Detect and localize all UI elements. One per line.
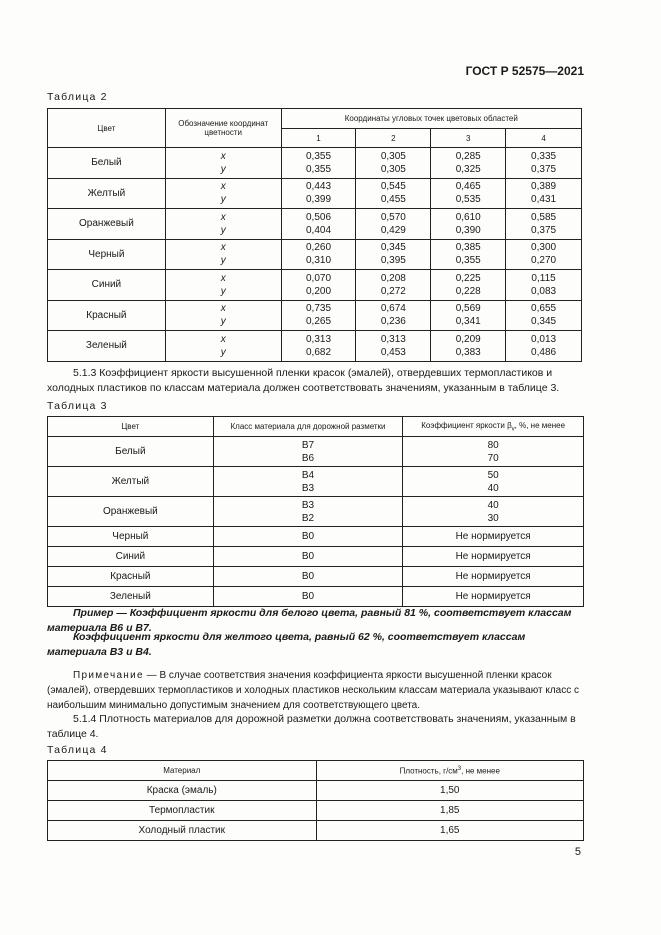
t3-coef: Не нормируется: [403, 567, 584, 587]
t2-value: 0,570 0,429: [356, 209, 431, 240]
t4-material: Краска (эмаль): [48, 781, 317, 801]
t2-header-coords: Координаты угловых точек цветовых областей: [281, 109, 581, 129]
t2-value: 0,300 0,270: [506, 239, 582, 270]
t2-axis: x y: [165, 300, 281, 331]
t3-class: В0: [213, 567, 403, 587]
t3-class: В3 В2: [213, 497, 403, 527]
t2-value: 0,443 0,399: [281, 178, 356, 209]
t2-value: 0,385 0,355: [431, 239, 506, 270]
t2-axis: x y: [165, 270, 281, 301]
t2-value: 0,285 0,325: [431, 148, 506, 179]
table-2-caption: Таблица 2: [47, 91, 108, 103]
t2-header-point: 3: [431, 129, 506, 148]
example-2: Коэффициент яркости для желтого цвета, равный 62 %, соответствует классам материала В3 и В4.: [47, 631, 526, 658]
note-text: — В случае соответствия значения коэффициента яркости высушенной пленки красок (эмалей), отвердевших термопластиков и холодных пластиков нескольким классам материала указывают класс с наибольшим минимально допустимым значением для соответствующего цвета.: [47, 670, 579, 711]
table-row: [48, 331, 582, 362]
t4-material: Термопластик: [48, 801, 317, 821]
paragraph-5-1-3: 5.1.3 Коэффициент яркости высушенной пленки красок (эмалей), отвердевших термопластиков и холодных пластиков по классам материала должен соответствовать значениям, указанным в таблице 3.: [47, 367, 560, 394]
t3-header-coef: Коэффициент яркости $\beta_v$, %, не менее: [403, 417, 584, 437]
t2-header-point: 4: [506, 129, 582, 148]
table-row: [48, 497, 584, 527]
t2-color: Зеленый: [48, 331, 166, 362]
t3-coef: 50 40: [403, 467, 584, 497]
t2-value: 0,735 0,265: [281, 300, 356, 331]
t2-axis: x y: [165, 239, 281, 270]
t2-value: 0,115 0,083: [506, 270, 582, 301]
t3-class: В4 В3: [213, 467, 403, 497]
t3-coef: 40 30: [403, 497, 584, 527]
t2-color: Черный: [48, 239, 166, 270]
t2-axis: x y: [165, 148, 281, 179]
t2-value: 0,655 0,345: [506, 300, 582, 331]
t2-value: 0,013 0,486: [506, 331, 582, 362]
t2-value: 0,506 0,404: [281, 209, 356, 240]
t2-value: 0,585 0,375: [506, 209, 582, 240]
t2-value: 0,313 0,682: [281, 331, 356, 362]
t2-value: 0,389 0,431: [506, 178, 582, 209]
t3-coef: 80 70: [403, 437, 584, 467]
table-row: [48, 239, 582, 270]
t2-value: 0,209 0,383: [431, 331, 506, 362]
t2-color: Красный: [48, 300, 166, 331]
table-row: [48, 821, 584, 841]
t2-value: 0,345 0,395: [356, 239, 431, 270]
t3-coef: Не нормируется: [403, 587, 584, 607]
t4-material: Холодный пластик: [48, 821, 317, 841]
t3-coef: Не нормируется: [403, 547, 584, 567]
t2-value: 0,335 0,375: [506, 148, 582, 179]
t3-color: Красный: [48, 567, 214, 587]
table-row: [48, 527, 584, 547]
table-row: [48, 587, 584, 607]
t2-value: 0,070 0,200: [281, 270, 356, 301]
paragraph-5-1-4: 5.1.4 Плотность материалов для дорожной разметки должна соответствовать значениям, указанным в таблице 4.: [47, 713, 576, 740]
table-4-caption: Таблица 4: [47, 744, 108, 756]
t3-class: В0: [213, 587, 403, 607]
t2-color: Оранжевый: [48, 209, 166, 240]
t2-value: 0,225 0,228: [431, 270, 506, 301]
table-row: [48, 781, 584, 801]
table-row: [48, 437, 584, 467]
t3-color: Желтый: [48, 467, 214, 497]
t3-color: Зеленый: [48, 587, 214, 607]
t2-value: 0,569 0,341: [431, 300, 506, 331]
t2-value: 0,610 0,390: [431, 209, 506, 240]
table-row: [48, 567, 584, 587]
t2-value: 0,305 0,305: [356, 148, 431, 179]
t2-header-designation: Обозначение координат цветности: [165, 109, 281, 148]
t2-header-point: 2: [356, 129, 431, 148]
document-id: ГОСТ Р 52575—2021: [465, 64, 584, 78]
table-row: [48, 270, 582, 301]
t3-class: В0: [213, 547, 403, 567]
t2-value: 0,208 0,272: [356, 270, 431, 301]
t3-header-color: Цвет: [48, 417, 214, 437]
table-row: [48, 178, 582, 209]
t3-color: Синий: [48, 547, 214, 567]
table-row: [48, 148, 582, 179]
t4-header-density: Плотность, $г/см^3$, не менее: [316, 761, 583, 781]
table-3-caption: Таблица 3: [47, 400, 108, 412]
t2-axis: x y: [165, 178, 281, 209]
t2-value: 0,260 0,310: [281, 239, 356, 270]
table-row: [48, 467, 584, 497]
t2-value: 0,313 0,453: [356, 331, 431, 362]
t2-color: Желтый: [48, 178, 166, 209]
t2-header-color: Цвет: [48, 109, 166, 148]
table-row: [48, 209, 582, 240]
t3-coef: Не нормируется: [403, 527, 584, 547]
t3-color: Белый: [48, 437, 214, 467]
t3-color: Оранжевый: [48, 497, 214, 527]
t4-header-material: Материал: [48, 761, 317, 781]
t2-value: 0,355 0,355: [281, 148, 356, 179]
note-label: Примечание: [73, 670, 144, 681]
t2-value: 0,674 0,236: [356, 300, 431, 331]
t2-axis: x y: [165, 209, 281, 240]
t4-density: 1,50: [316, 781, 583, 801]
t3-class: В7 В6: [213, 437, 403, 467]
t2-value: 0,465 0,535: [431, 178, 506, 209]
t3-color: Черный: [48, 527, 214, 547]
table-row: [48, 547, 584, 567]
t3-header-class: Класс материала для дорожной разметки: [213, 417, 403, 437]
example-1: Пример — Коэффициент яркости для белого цвета, равный 81 %, соответствует классам материала В6 и В7.: [47, 607, 572, 634]
t2-axis: x y: [165, 331, 281, 362]
table-3: [47, 416, 584, 607]
table-2: [47, 108, 582, 362]
table-row: [48, 300, 582, 331]
t3-class: В0: [213, 527, 403, 547]
t4-density: 1,85: [316, 801, 583, 821]
t2-header-point: 1: [281, 129, 356, 148]
t2-color: Синий: [48, 270, 166, 301]
t2-value: 0,545 0,455: [356, 178, 431, 209]
table-row: [48, 801, 584, 821]
t4-density: 1,65: [316, 821, 583, 841]
page-number: 5: [574, 846, 581, 858]
note: [47, 668, 584, 713]
t2-color: Белый: [48, 148, 166, 179]
table-4: [47, 760, 584, 841]
